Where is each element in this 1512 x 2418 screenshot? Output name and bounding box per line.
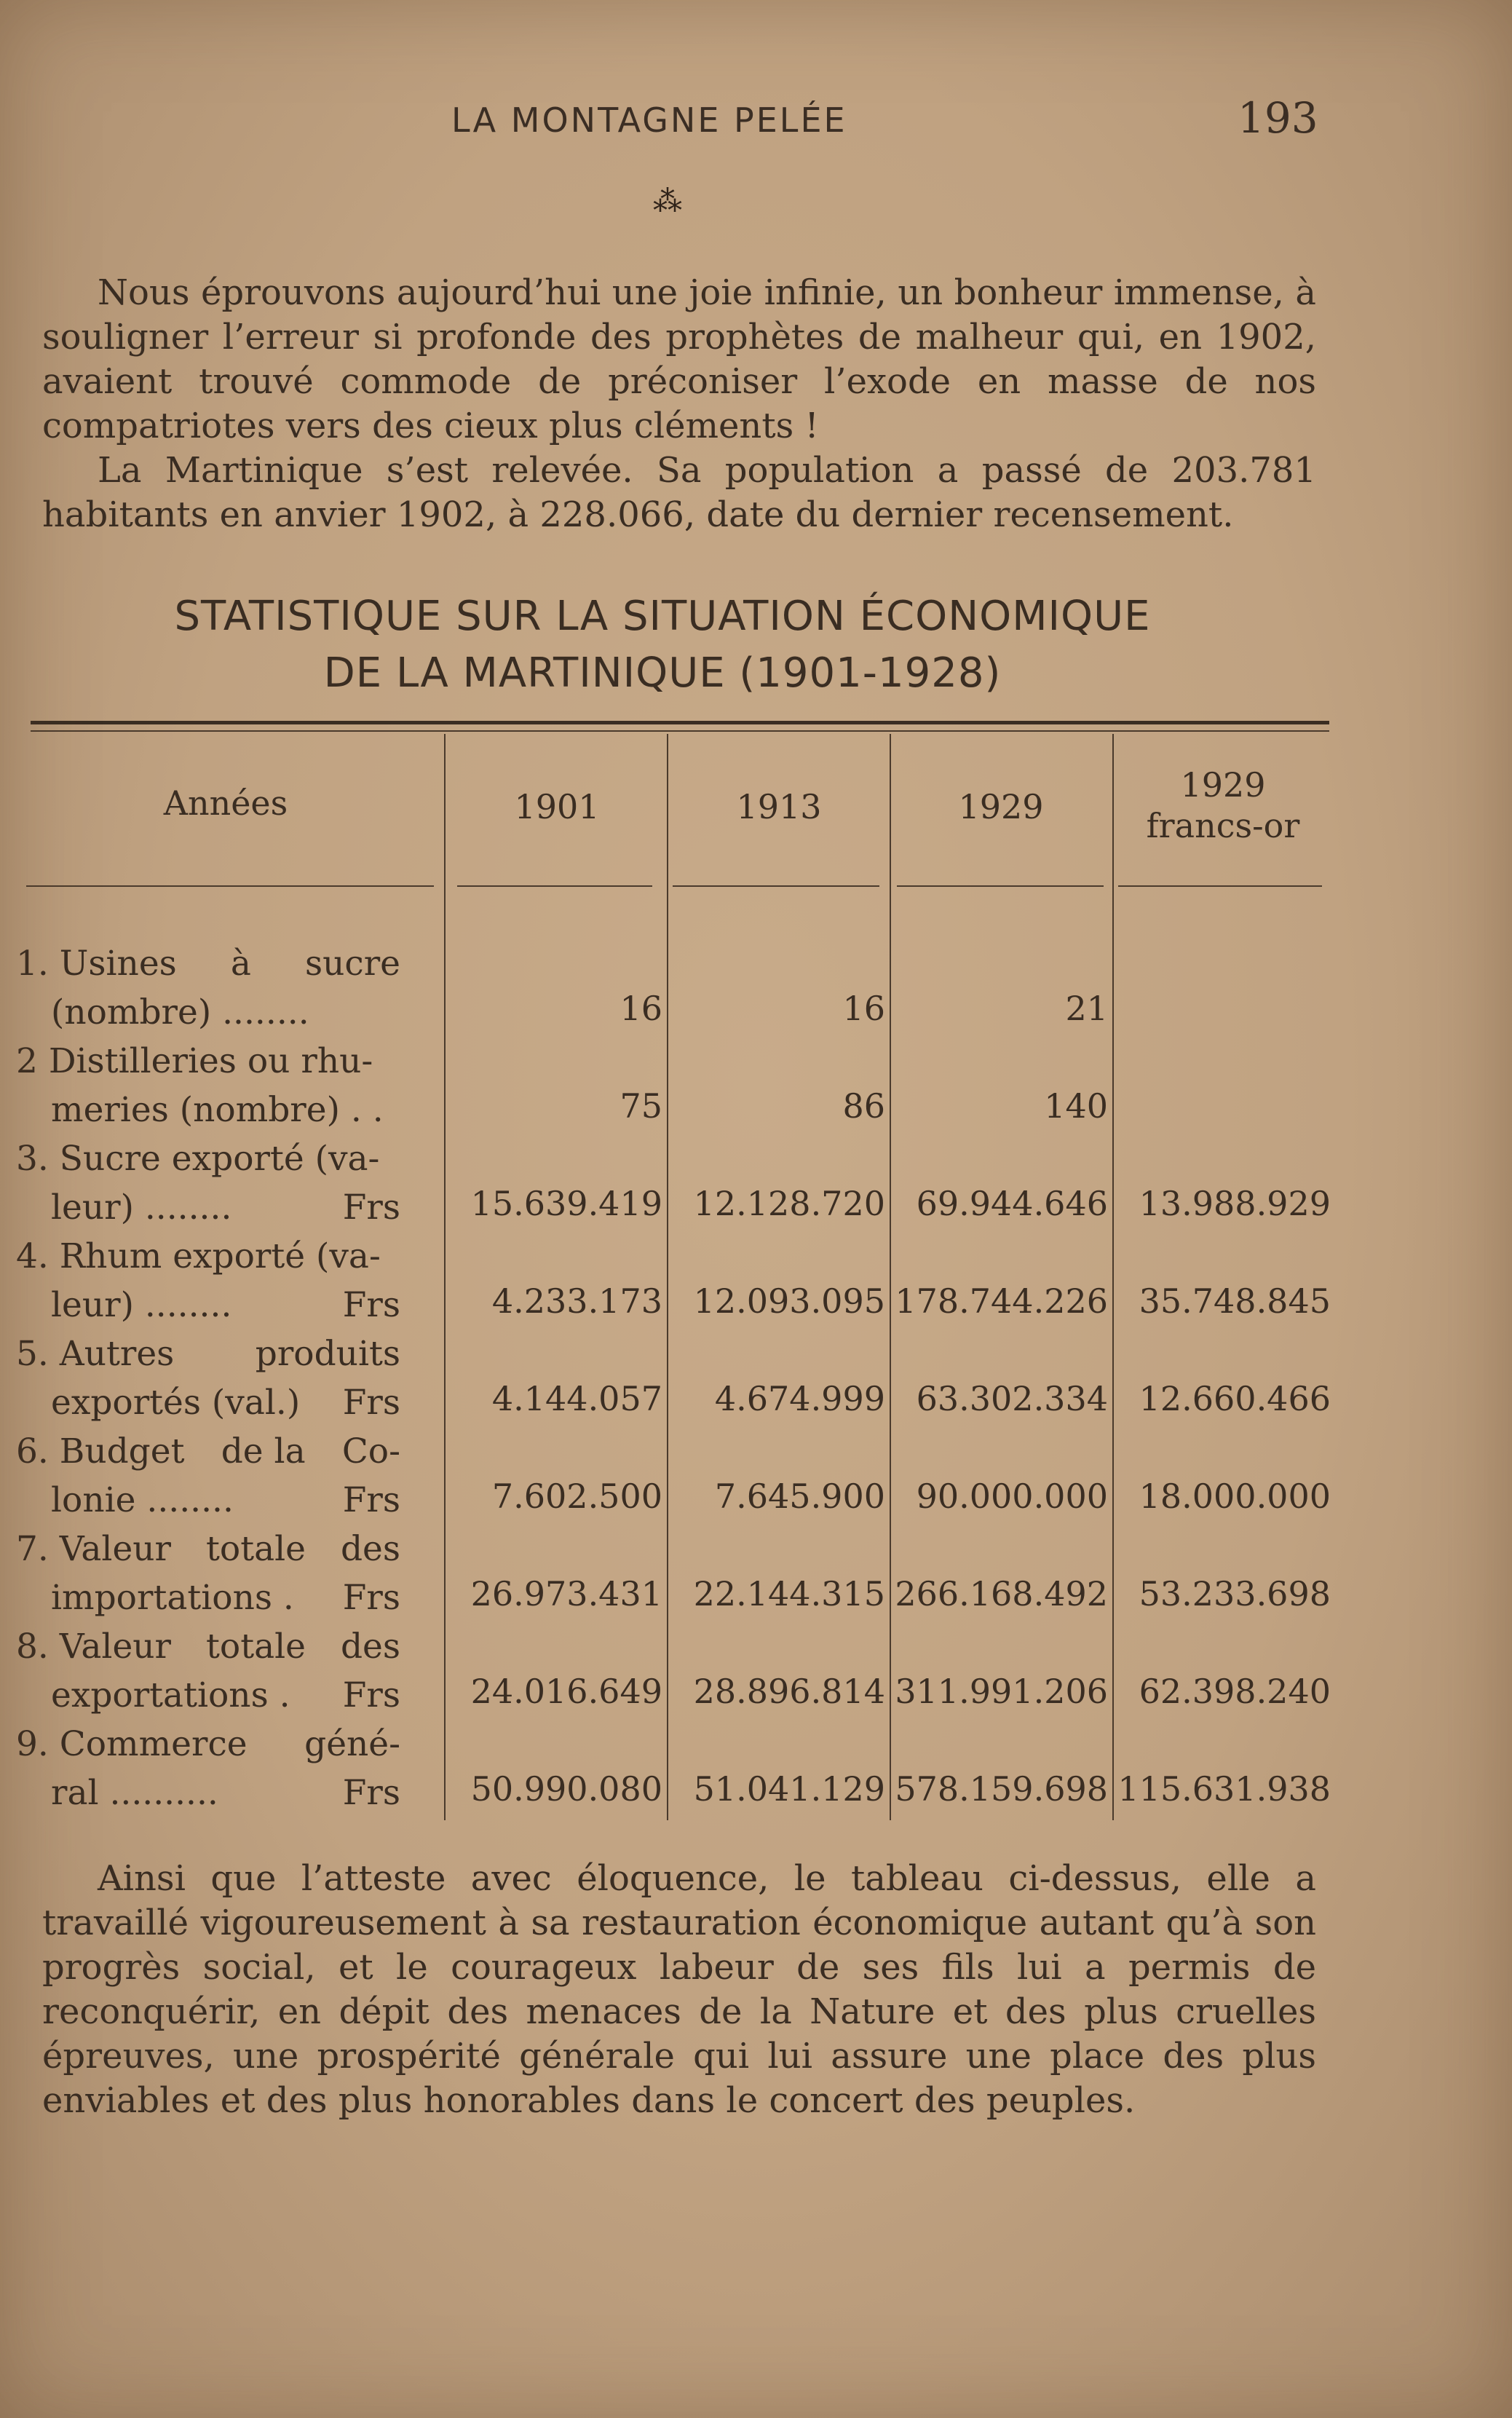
row-label-part: Frs: [342, 1188, 400, 1228]
table-cell-value: 90.000.000: [916, 1477, 1108, 1516]
table-cell-value: 18.000.000: [1139, 1477, 1331, 1516]
table-cell-value: 4.233.173: [491, 1281, 662, 1321]
table-cell-value: 7.645.900: [714, 1477, 885, 1516]
row-label-part: 3. Sucre exporté (va-: [16, 1139, 380, 1179]
row-label-part: leur) ........: [51, 1285, 232, 1325]
row-label-part: sucre: [305, 944, 400, 984]
row-label-part: Frs: [342, 1285, 400, 1325]
row-label-part: exportations .: [51, 1675, 290, 1715]
table-cell-value: 35.748.845: [1139, 1281, 1331, 1321]
row-label-line-2: [16, 1573, 400, 1622]
table-cell-value: 51.041.129: [693, 1769, 885, 1809]
row-label-part: 4. Rhum exporté (va-: [16, 1236, 381, 1276]
row-label-line-2: [16, 1476, 400, 1525]
row-label-line-1: [16, 1622, 400, 1671]
table-cell-value: 178.744.226: [895, 1281, 1108, 1321]
row-label-part: des: [340, 1529, 400, 1569]
row-label-part: totale: [206, 1627, 306, 1667]
statistics-title-line-2: DE LA MARTINIQUE (1901-1928): [323, 649, 1002, 697]
running-title: LA MONTAGNE PELÉE: [451, 100, 847, 140]
table-row-label: [16, 1134, 400, 1232]
row-label-part: Frs: [342, 1578, 400, 1618]
row-label-part: 8. Valeur: [16, 1627, 172, 1667]
table-cell-value: 12.128.720: [693, 1184, 885, 1223]
table-cell-value: 63.302.334: [916, 1379, 1108, 1418]
row-label-line-2: [16, 1769, 400, 1817]
table-cell-value: 53.233.698: [1139, 1574, 1331, 1613]
row-label-part: exportés (val.): [51, 1383, 301, 1423]
row-label-part: produits: [255, 1334, 400, 1374]
column-divider: [1112, 734, 1114, 1820]
row-label-line-1: [16, 939, 400, 988]
table-row-label: [16, 1427, 400, 1525]
column-divider: [444, 734, 446, 1820]
page-number: 193: [1238, 93, 1318, 143]
row-label-line-2: [16, 1183, 400, 1232]
table-cell-value: 21: [1065, 989, 1108, 1028]
row-label-part: Co-: [341, 1431, 400, 1471]
row-label-part: Frs: [342, 1773, 400, 1813]
table-cell-value: 140: [1044, 1086, 1108, 1126]
table-row-label: [16, 1232, 400, 1329]
table-cell-value: 16: [620, 989, 662, 1028]
row-label-part: 1. Usines: [16, 944, 177, 984]
column-header-1929-gold-year: 1929: [1180, 765, 1266, 805]
column-header-1929-gold-unit: francs-or: [1146, 806, 1300, 845]
row-label-line-2: [16, 1086, 400, 1134]
table-row-label: [16, 1622, 400, 1720]
table-cell-value: 4.144.057: [491, 1379, 662, 1418]
row-label-part: meries (nombre) . .: [51, 1090, 384, 1130]
table-cell-value: 16: [842, 989, 885, 1028]
row-label-part: lonie ........: [51, 1480, 234, 1520]
header-underline: [457, 885, 652, 887]
intro-paragraph-1: Nous éprouvons aujourd’hui une joie infinie, un bonheur immense, à souligner l’erreur si profonde des prophètes de malheur qui, en 1902, avaient trouvé commode de préconiser l’exode en masse de nos compatriotes vers des cieux plus cléments !: [42, 272, 1316, 446]
table-cell-value: 12.660.466: [1139, 1379, 1331, 1418]
row-label-part: à: [230, 944, 251, 984]
row-label-part: Frs: [342, 1383, 400, 1423]
table-cell-value: 15.639.419: [470, 1184, 662, 1223]
row-label-line-2: [16, 1281, 400, 1329]
column-header-1929: 1929: [958, 787, 1044, 826]
table-cell-value: 4.674.999: [714, 1379, 885, 1418]
row-label-part: 5. Autres: [16, 1334, 175, 1374]
row-label-part: 9. Commerce: [16, 1724, 248, 1764]
row-label-line-1: [16, 1037, 400, 1086]
table-cell-value: 578.159.698: [895, 1769, 1108, 1809]
table-cell-value: 12.093.095: [693, 1281, 885, 1321]
statistics-title-line-1: STATISTIQUE SUR LA SITUATION ÉCONOMIQUE: [174, 593, 1151, 640]
table-cell-value: 28.896.814: [693, 1672, 885, 1711]
conclusion-text: [42, 1857, 1316, 2123]
row-label-part: 7. Valeur: [16, 1529, 172, 1569]
row-label-part: 2 Distilleries ou rhu-: [16, 1041, 373, 1081]
table-cell-value: 13.988.929: [1139, 1184, 1331, 1223]
row-label-line-1: [16, 1329, 400, 1378]
header-underline: [1118, 885, 1322, 887]
row-label-line-2: [16, 1671, 400, 1720]
table-top-rule: [31, 721, 1329, 724]
row-label-part: Frs: [342, 1675, 400, 1715]
row-label-line-1: [16, 1525, 400, 1573]
intro-text: [42, 271, 1316, 537]
row-label-part: leur) ........: [51, 1188, 232, 1228]
table-cell-value: 69.944.646: [916, 1184, 1108, 1223]
column-header-1913: 1913: [736, 787, 822, 826]
table-cell-value: 26.973.431: [470, 1574, 662, 1613]
table-cell-value: 50.990.080: [470, 1769, 662, 1809]
table-row-label: [16, 1037, 400, 1134]
row-label-part: importations .: [51, 1578, 294, 1618]
asterism-ornament: ⁂: [653, 185, 682, 218]
header-underline: [673, 885, 879, 887]
table-cell-value: 75: [620, 1086, 662, 1126]
row-label-part: totale: [206, 1529, 306, 1569]
row-label-line-2: [16, 988, 400, 1037]
table-row-label: [16, 1329, 400, 1427]
row-label-line-2: [16, 1378, 400, 1427]
conclusion-paragraph: Ainsi que l’atteste avec éloquence, le tableau ci-dessus, elle a travaillé vigoureusement à sa restauration économique autant qu’à son progrès social, et le courageux labeur de ses fils lui a permis de reconquérir, en dépit des menaces de la Nature et des plus cruelles épreuves, une prospérité générale qui lui assure une place des plus enviables et des plus honorables dans le concert des peuples.: [42, 1858, 1316, 2121]
row-label-part: des: [340, 1627, 400, 1667]
column-header-years: Années: [163, 783, 288, 823]
row-label-part: Frs: [342, 1480, 400, 1520]
row-label-part: (nombre) ........: [51, 992, 309, 1032]
row-label-line-1: [16, 1134, 400, 1183]
table-cell-value: 22.144.315: [693, 1574, 885, 1613]
row-label-line-1: [16, 1427, 400, 1476]
row-label-part: de la: [221, 1431, 306, 1471]
row-label-line-1: [16, 1720, 400, 1769]
column-divider: [890, 734, 891, 1820]
table-cell-value: 311.991.206: [895, 1672, 1108, 1711]
table-row-label: [16, 939, 400, 1037]
intro-paragraph-2: La Martinique s’est relevée. Sa population a passé de 203.781 habitants en anvier 1902, à 228.066, date du dernier recensement.: [42, 450, 1316, 535]
table-row-label: [16, 1720, 400, 1817]
header-underline: [26, 885, 434, 887]
column-header-1929-gold: [1117, 764, 1329, 846]
column-header-1901: 1901: [514, 787, 600, 826]
row-label-part: géné-: [304, 1724, 400, 1764]
column-divider: [667, 734, 668, 1820]
table-top-rule-thin: [31, 730, 1329, 732]
table-cell-value: 86: [842, 1086, 885, 1126]
table-row-label: [16, 1525, 400, 1622]
table-cell-value: 24.016.649: [470, 1672, 662, 1711]
row-label-line-1: [16, 1232, 400, 1281]
table-cell-value: 62.398.240: [1139, 1672, 1331, 1711]
table-cell-value: 7.602.500: [491, 1477, 662, 1516]
row-label-part: 6. Budget: [16, 1431, 185, 1471]
row-label-part: ral ..........: [51, 1773, 218, 1813]
table-cell-value: 115.631.938: [1117, 1769, 1331, 1809]
table-cell-value: 266.168.492: [895, 1574, 1108, 1613]
header-underline: [897, 885, 1104, 887]
